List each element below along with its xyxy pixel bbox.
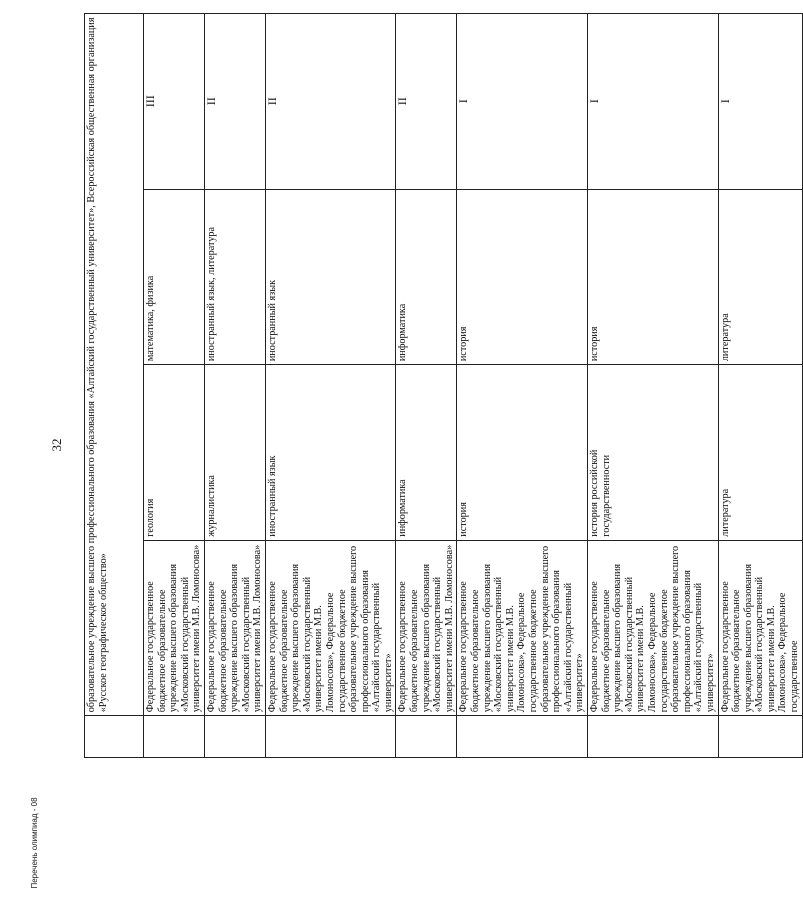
olympiad-table bbox=[84, 13, 803, 758]
organizers-cell: Федеральное государственное бюджетное образовательное учреждение высшего образования «Московский государственный университет имени М.В. Ломоносова», Федеральное государственное бюджетное образовательное учреждение высшего профессионального образования «Алтайский государственный университет» bbox=[265, 540, 396, 716]
table-row-continuation bbox=[85, 14, 144, 758]
level-cell: I bbox=[718, 14, 802, 190]
table-row bbox=[204, 14, 265, 758]
subjects-cell: история bbox=[457, 189, 588, 365]
organizers-cell: Федеральное государственное бюджетное образовательное учреждение высшего образования «Московский государственный университет имени М.В. Ломоносова» bbox=[144, 540, 205, 716]
table-row bbox=[265, 14, 396, 758]
subjects-cell: иностранный язык, литература bbox=[204, 189, 265, 365]
organizers-cell: Федеральное государственное бюджетное образовательное учреждение высшего образования «Московский государственный университет имени М.В. Ломоносова» bbox=[396, 540, 457, 716]
index-cell bbox=[204, 716, 265, 758]
table-row bbox=[144, 14, 205, 758]
organizers-cell: Федеральное государственное бюджетное образовательное учреждение высшего образования «Московский государственный университет имени М.В. Ломоносова», Федеральное государственное bbox=[718, 540, 802, 716]
organizers-cell: Федеральное государственное бюджетное образовательное учреждение высшего образования «Московский государственный университет имени М.В. Ломоносова», Федеральное государственное бюджетное образовательное учреждение высшего профессионального образования «Алтайский государственный университет» bbox=[587, 540, 718, 716]
index-cell bbox=[85, 716, 144, 758]
index-cell bbox=[396, 716, 457, 758]
index-cell bbox=[718, 716, 802, 758]
subjects-cell: информатика bbox=[396, 189, 457, 365]
subjects-cell: история bbox=[587, 189, 718, 365]
profile-cell: иностранный язык bbox=[265, 365, 396, 541]
profile-cell: история bbox=[457, 365, 588, 541]
level-cell: III bbox=[144, 14, 205, 190]
page-number: 32 bbox=[49, 438, 64, 452]
table-row bbox=[587, 14, 718, 758]
subjects-cell: математика, физика bbox=[144, 189, 205, 365]
table-row bbox=[396, 14, 457, 758]
olympiad-table-frame bbox=[84, 13, 801, 758]
index-cell bbox=[144, 716, 205, 758]
continuation-cell: образовательное учреждение высшего профессионального образования «Алтайский государственный университет», Всероссийская общественная организация «Русское географическое общество» bbox=[85, 14, 144, 716]
table-row bbox=[718, 14, 802, 758]
index-cell bbox=[587, 716, 718, 758]
document-footer: Перечень олимпиад - 08 bbox=[30, 797, 39, 889]
level-cell: II bbox=[265, 14, 396, 190]
profile-cell: история российской государственности bbox=[587, 365, 718, 541]
index-cell bbox=[265, 716, 396, 758]
profile-cell: журналистика bbox=[204, 365, 265, 541]
subjects-cell: литература bbox=[718, 189, 802, 365]
table-row bbox=[457, 14, 588, 758]
level-cell: II bbox=[396, 14, 457, 190]
organizers-cell: Федеральное государственное бюджетное образовательное учреждение высшего образования «Московский государственный университет имени М.В. Ломоносова» bbox=[204, 540, 265, 716]
level-cell: II bbox=[204, 14, 265, 190]
profile-cell: информатика bbox=[396, 365, 457, 541]
level-cell: I bbox=[587, 14, 718, 190]
level-cell: I bbox=[457, 14, 588, 190]
organizers-cell: Федеральное государственное бюджетное образовательное учреждение высшего образования «Московский государственный университет имени М.В. Ломоносова», Федеральное государственное бюджетное образовательное учреждение высшего профессионального образования «Алтайский государственный университет» bbox=[457, 540, 588, 716]
index-cell bbox=[457, 716, 588, 758]
subjects-cell: иностранный язык bbox=[265, 189, 396, 365]
profile-cell: литература bbox=[718, 365, 802, 541]
profile-cell: геология bbox=[144, 365, 205, 541]
